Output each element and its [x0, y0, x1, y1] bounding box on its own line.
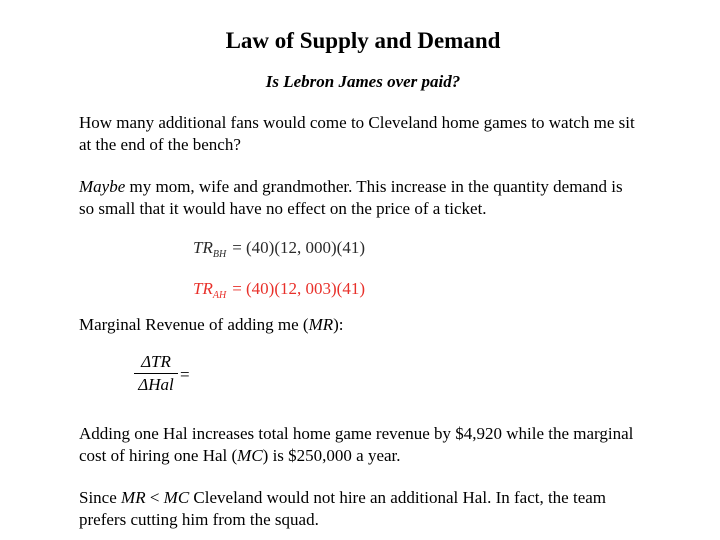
- question-paragraph: How many additional fans would come to Cleveland home games to watch me sit at the end of the bench?: [79, 113, 635, 154]
- conclusion-text-before: Since: [79, 488, 122, 507]
- answer-paragraph: [79, 176, 639, 220]
- equation-variable: TR: [193, 279, 213, 298]
- marginal-revenue-fraction: [134, 352, 190, 395]
- equation-subscript: AH: [212, 290, 227, 301]
- conclusion-paragraph: [79, 487, 639, 531]
- answer-rest: my mom, wife and grandmother. This increase in the quantity demand is so small that it would have no effect on the price of a ticket.: [79, 177, 623, 218]
- mr-italic: MR: [308, 315, 334, 334]
- fraction-bar: [134, 373, 178, 374]
- answer-lead-italic: Maybe: [79, 177, 126, 196]
- rc-text-before: Adding one Hal increases total home game revenue by $4,920 while the marginal cost of hiring one Hal (: [79, 424, 634, 465]
- mr-text-before: Marginal Revenue of adding me (: [79, 315, 309, 334]
- slide-subtitle: Is Lebron James over paid?: [265, 72, 461, 91]
- equation-rhs: = (40)(12, 003)(41): [232, 279, 365, 298]
- rc-italic: MC: [237, 446, 263, 465]
- fraction-denominator: ΔHal: [138, 375, 174, 394]
- equation-revenue-before: [193, 238, 365, 260]
- fraction-numerator: ΔTR: [141, 352, 171, 371]
- equation-rhs: = (40)(12, 000)(41): [232, 238, 365, 257]
- rc-text-after: ) is $250,000 a year.: [262, 446, 401, 465]
- revenue-cost-paragraph: [79, 423, 639, 467]
- conclusion-italic-mc: MC: [163, 488, 190, 507]
- mr-text-after: ):: [333, 315, 344, 334]
- conclusion-text-after: Cleveland would not hire an additional Hal. In fact, the team prefers cutting him from the squad.: [79, 488, 607, 529]
- equation-subscript: BH: [212, 249, 227, 260]
- equation-revenue-after: [193, 279, 365, 301]
- slide-title: Law of Supply and Demand: [225, 28, 501, 53]
- equation-variable: TR: [193, 238, 213, 257]
- fraction-equals: =: [180, 365, 190, 384]
- marginal-revenue-paragraph: [79, 314, 639, 336]
- conclusion-italic-mr: MR: [121, 488, 146, 507]
- conclusion-middle: <: [145, 488, 164, 507]
